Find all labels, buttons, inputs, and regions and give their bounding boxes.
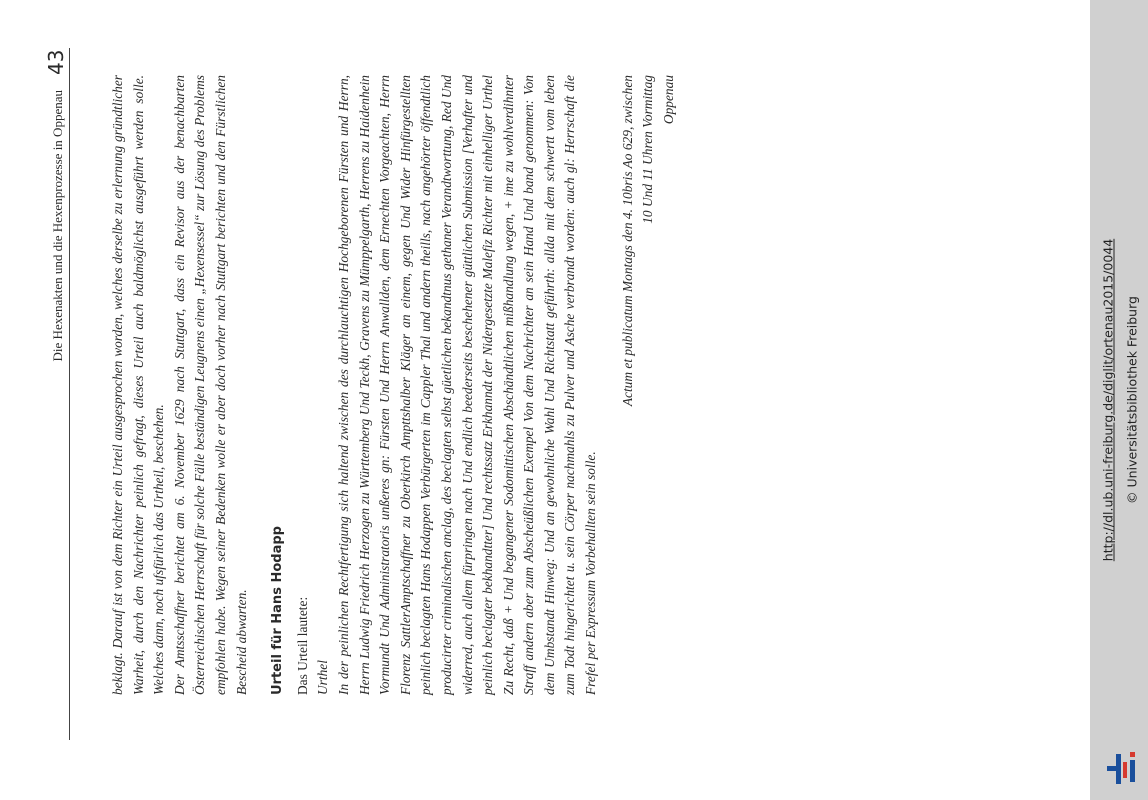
source-url-link[interactable]: http://dl.ub.uni-freiburg.de/diglit/ortenau2015/0044 bbox=[1100, 238, 1116, 562]
paragraph-amtsschaffner-report: Der Amtsschaffner berichtet am 6. November 1629 nach Stuttgart, dass ein Revisor aus der benachbarten Österreichischen Herrschaft für solche Fälle beständigen Leugnens einen „Hexensessel“ zur Lösung des Problems empfohlen habe. Wegen seiner Bedenken wolle er aber doch vorher nach Stuttgart berichten und den Fürstlichen Bescheid abwarten. bbox=[171, 75, 249, 695]
ub-freiburg-logo-icon bbox=[1101, 748, 1143, 790]
copyright-notice: © Universitätsbibliothek Freiburg bbox=[1124, 296, 1140, 504]
document-body bbox=[108, 75, 679, 695]
intro-line: Das Urteil lautete: bbox=[294, 596, 310, 695]
section-heading: Urteil für Hans Hodapp bbox=[270, 526, 286, 695]
rotated-document-page bbox=[44, 40, 1050, 740]
paragraph-verdict-summary: beklagt. Darauf ist von dem Richter ein Urteil ausgesprochen worden, welches derselbe zu erlernung gründtlicher Warheit, durch den Nachrichter peinlich gefragt, dieses Urteil auch baldmöglichst ausgeführt werden solle. Welches dann, noch ufsfürlich das Urtheil, beschehen. bbox=[110, 75, 167, 695]
running-title: Die Hexenakten und die Hexenprozesse in Oppenau bbox=[50, 90, 65, 362]
urthel-text: In der peinlichen Rechtfertigung sich haltend zwischen des durchlauchtigen Hochgeborenen Fürsten und Herrn, Herrn Ludwig Friedrich Herzogen zu Württemberg Und Teckh, Gravens zu Mümppelgarth, Herrens zu Haidenhein Vormundt Und Administratoris unßeres gn: Fürsten Und Herrn Anwallden, dem Ernechten Vorgeachten, Herrn Florenz SattlerAmptschaffner zu Oberkirch Ampttshalber Kläger an einem, gegen Und Wider Hinfürgestellten peinlich beclagten Hans Hodappen Verbürgerten im Cappler Thal und andern theills, nach angehörter öffendtlich producirter criminalischen anclag, des beclagten selbst güetlichen bekandtnus gethaner Verandtworttung, Red Und widerred, auch allem fürpringen nach Und endlich beederseits beschehener güttlichen Submission [Verhafter und peinlich beclagter bekhandtter] Und rechtssatz Erkhanndt der Nidergesetzte Malefiz Richter mit einhelliger Urthel Zu Recht, daß + Und begangener Sodomittischen Abschändtlichen mißhandlung wegen, + ime zu wohlverdihnter Straff andern aber zum Abscheüßlichen Exempel Von dem Nachrichter an sein Hand Und band genommen: Von dem Umbstandt Hinweg: Und an gewohnliche Wahl Und Richtstatt geführth: allda mit dem schwertt vom leben zum Todt hingerichtet u. sein Cörper nachmahls zu Pulver und Asche verbrandt worden: auch gl: Herrschaft die Frefel per Expressum Vorbehallten sein solle. bbox=[335, 75, 599, 695]
actum-block bbox=[618, 75, 680, 695]
urthel-label: Urthel bbox=[315, 660, 331, 695]
actum-line-2: 10 Und 11 Uhren Vormittag bbox=[640, 75, 656, 224]
header-rule bbox=[69, 48, 70, 740]
actum-line-3: Oppenau bbox=[660, 75, 676, 125]
actum-line-1: Actum et publicatum Montags den 4. 10bris Ao 629, zwischen bbox=[619, 75, 635, 407]
page-number: 43 bbox=[44, 49, 68, 75]
